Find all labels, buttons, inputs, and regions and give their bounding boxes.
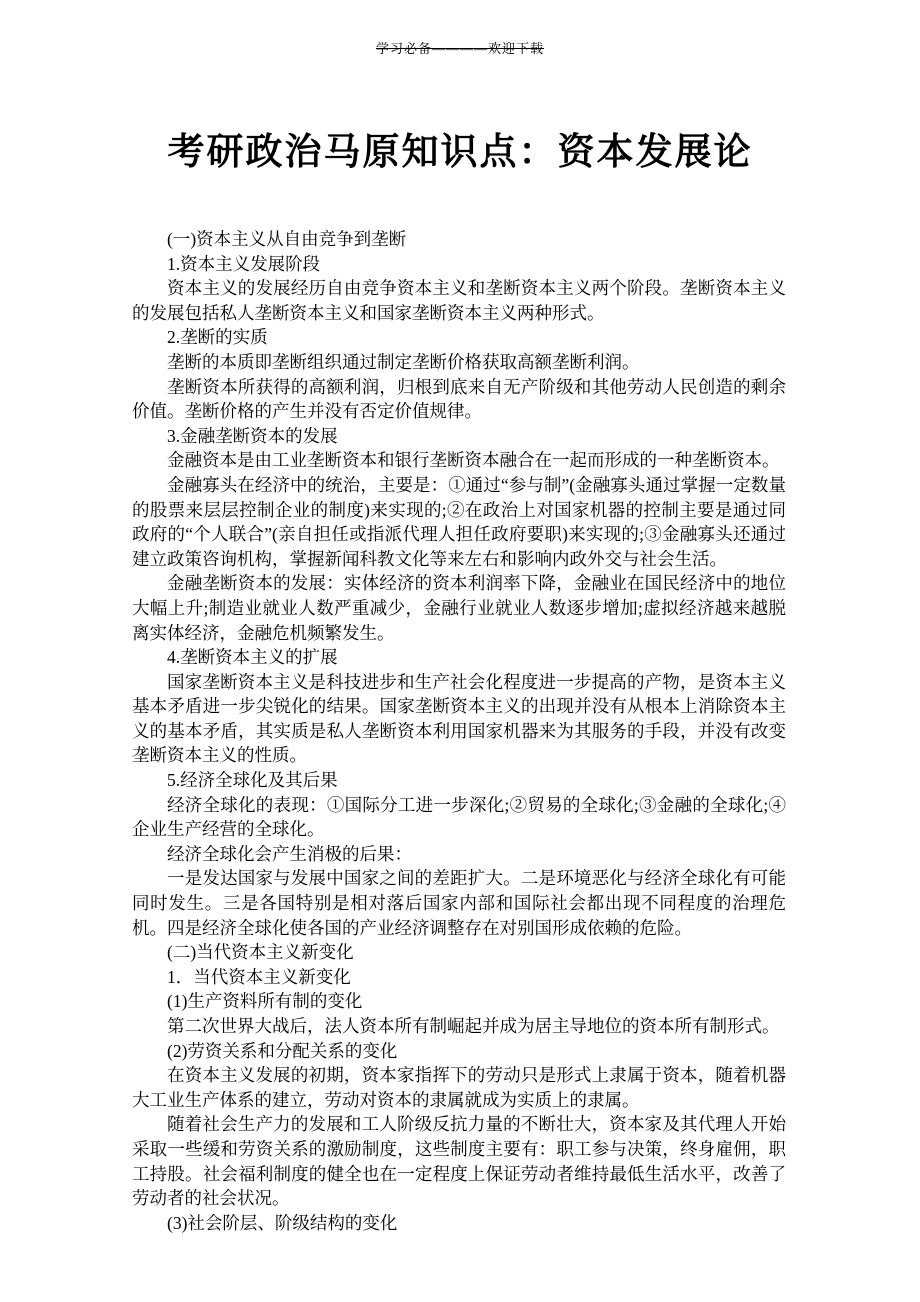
paragraph: 在资本主义发展的初期，资本家指挥下的劳动只是形式上隶属于资本，随着机器大工业生产体系的建立，劳动对资本的隶属就成为实质上的隶属。 [132, 1065, 786, 1110]
paragraph: 垄断资本所获得的高额利润，归根到底来自无产阶级和其他劳动人民创造的剩余价值。垄断价格的产生并没有否定价值规律。 [132, 376, 786, 422]
paragraph: 金融垄断资本的发展：实体经济的资本利润率下降，金融业在国民经济中的地位大幅上升;制造业就业人数严重减少，金融行业就业人数逐步增加;虚拟经济越来越脱离实体经济，金融危机频繁发生。 [132, 573, 786, 643]
subsection-heading: 3.金融垄断资本的发展 [167, 425, 338, 446]
paragraph: 经济全球化会产生消极的后果： [167, 843, 412, 864]
paragraph: 第二次世界大战后，法人资本所有制崛起并成为居主导地位的资本所有制形式。 [167, 1016, 780, 1036]
document-body [132, 227, 786, 1235]
paragraph: 垄断的本质即垄断组织通过制定垄断价格获取高额垄断利润。 [167, 351, 640, 372]
paragraph: 资本主义的发展经历自由竞争资本主义和垄断资本主义两个阶段。垄断资本主义的发展包括私人垄断资本主义和国家垄断资本主义两种形式。 [132, 278, 786, 323]
paragraph: 随着社会生产力的发展和工人阶级反抗力量的不断壮大，资本家及其代理人开始采取一些缓和劳资关系的激励制度，这些制度主要有：职工参与决策，终身雇佣，职工持股。社会福利制度的健全也在一定程度上保证劳动者维持最低生活水平，改善了劳动者的社会状况。 [132, 1114, 786, 1209]
subsection-heading: 4.垄断资本主义的扩展 [167, 647, 338, 668]
paragraph: 金融寡头在经济中的统治，主要是：①通过“参与制”(金融寡头通过掌握一定数量的股票来层层控制企业的制度)来实现的;②在政治上对国家机器的控制主要是通过同政府的“个人联合”(亲自担任或指派代理人担任政府要职)来实现的;③金融寡头还通过建立政策咨询机构，掌握新闻科教文化等来左右和影响内政外交与社会生活。 [132, 474, 786, 569]
subsection-heading: (3)社会阶层、阶级结构的变化 [167, 1212, 398, 1233]
paragraph: 国家垄断资本主义是科技进步和生产社会化程度进一步提高的产物，是资本主义基本矛盾进一步尖锐化的结果。国家垄断资本主义的出现并没有从根本上消除资本主义的基本矛盾，其实质是私人垄断资本利用国家机器来为其服务的手段，并没有改变垄断资本主义的性质。 [132, 671, 786, 766]
subsection-heading: 2.垄断的实质 [167, 327, 268, 348]
subsection-heading: 5.经济全球化及其后果 [167, 770, 338, 791]
subsection-heading: 1.资本主义发展阶段 [167, 253, 321, 274]
section-heading: (一)资本主义从自由竞争到垄断 [167, 229, 407, 249]
paragraph: 经济全球化的表现：①国际分工进一步深化;②贸易的全球化;③金融的全球化;④企业生产经营的全球化。 [132, 794, 786, 840]
section-heading: (二)当代资本主义新变化 [167, 942, 354, 963]
watermark-header: 学习必备————欢迎下载 [375, 41, 544, 56]
subsection-heading: (1)生产资料所有制的变化 [167, 991, 363, 1012]
document-title: 考研政治马原知识点：资本发展论 [167, 132, 753, 173]
paragraph: 金融资本是由工业垄断资本和银行垄断资本融合在一起而形成的一种垄断资本。 [167, 450, 780, 471]
subsection-heading: (2)劳资关系和分配关系的变化 [167, 1040, 398, 1061]
subsection-heading: 1．当代资本主义新变化 [167, 966, 351, 987]
paragraph: 一是发达国家与发展中国家之间的差距扩大。二是环境恶化与经济全球化有可能同时发生。三是各国特别是相对落后国家内部和国际社会都出现不同程度的治理危机。四是经济全球化使各国的产业经济调整存在对别国形成依赖的危险。 [132, 868, 786, 938]
